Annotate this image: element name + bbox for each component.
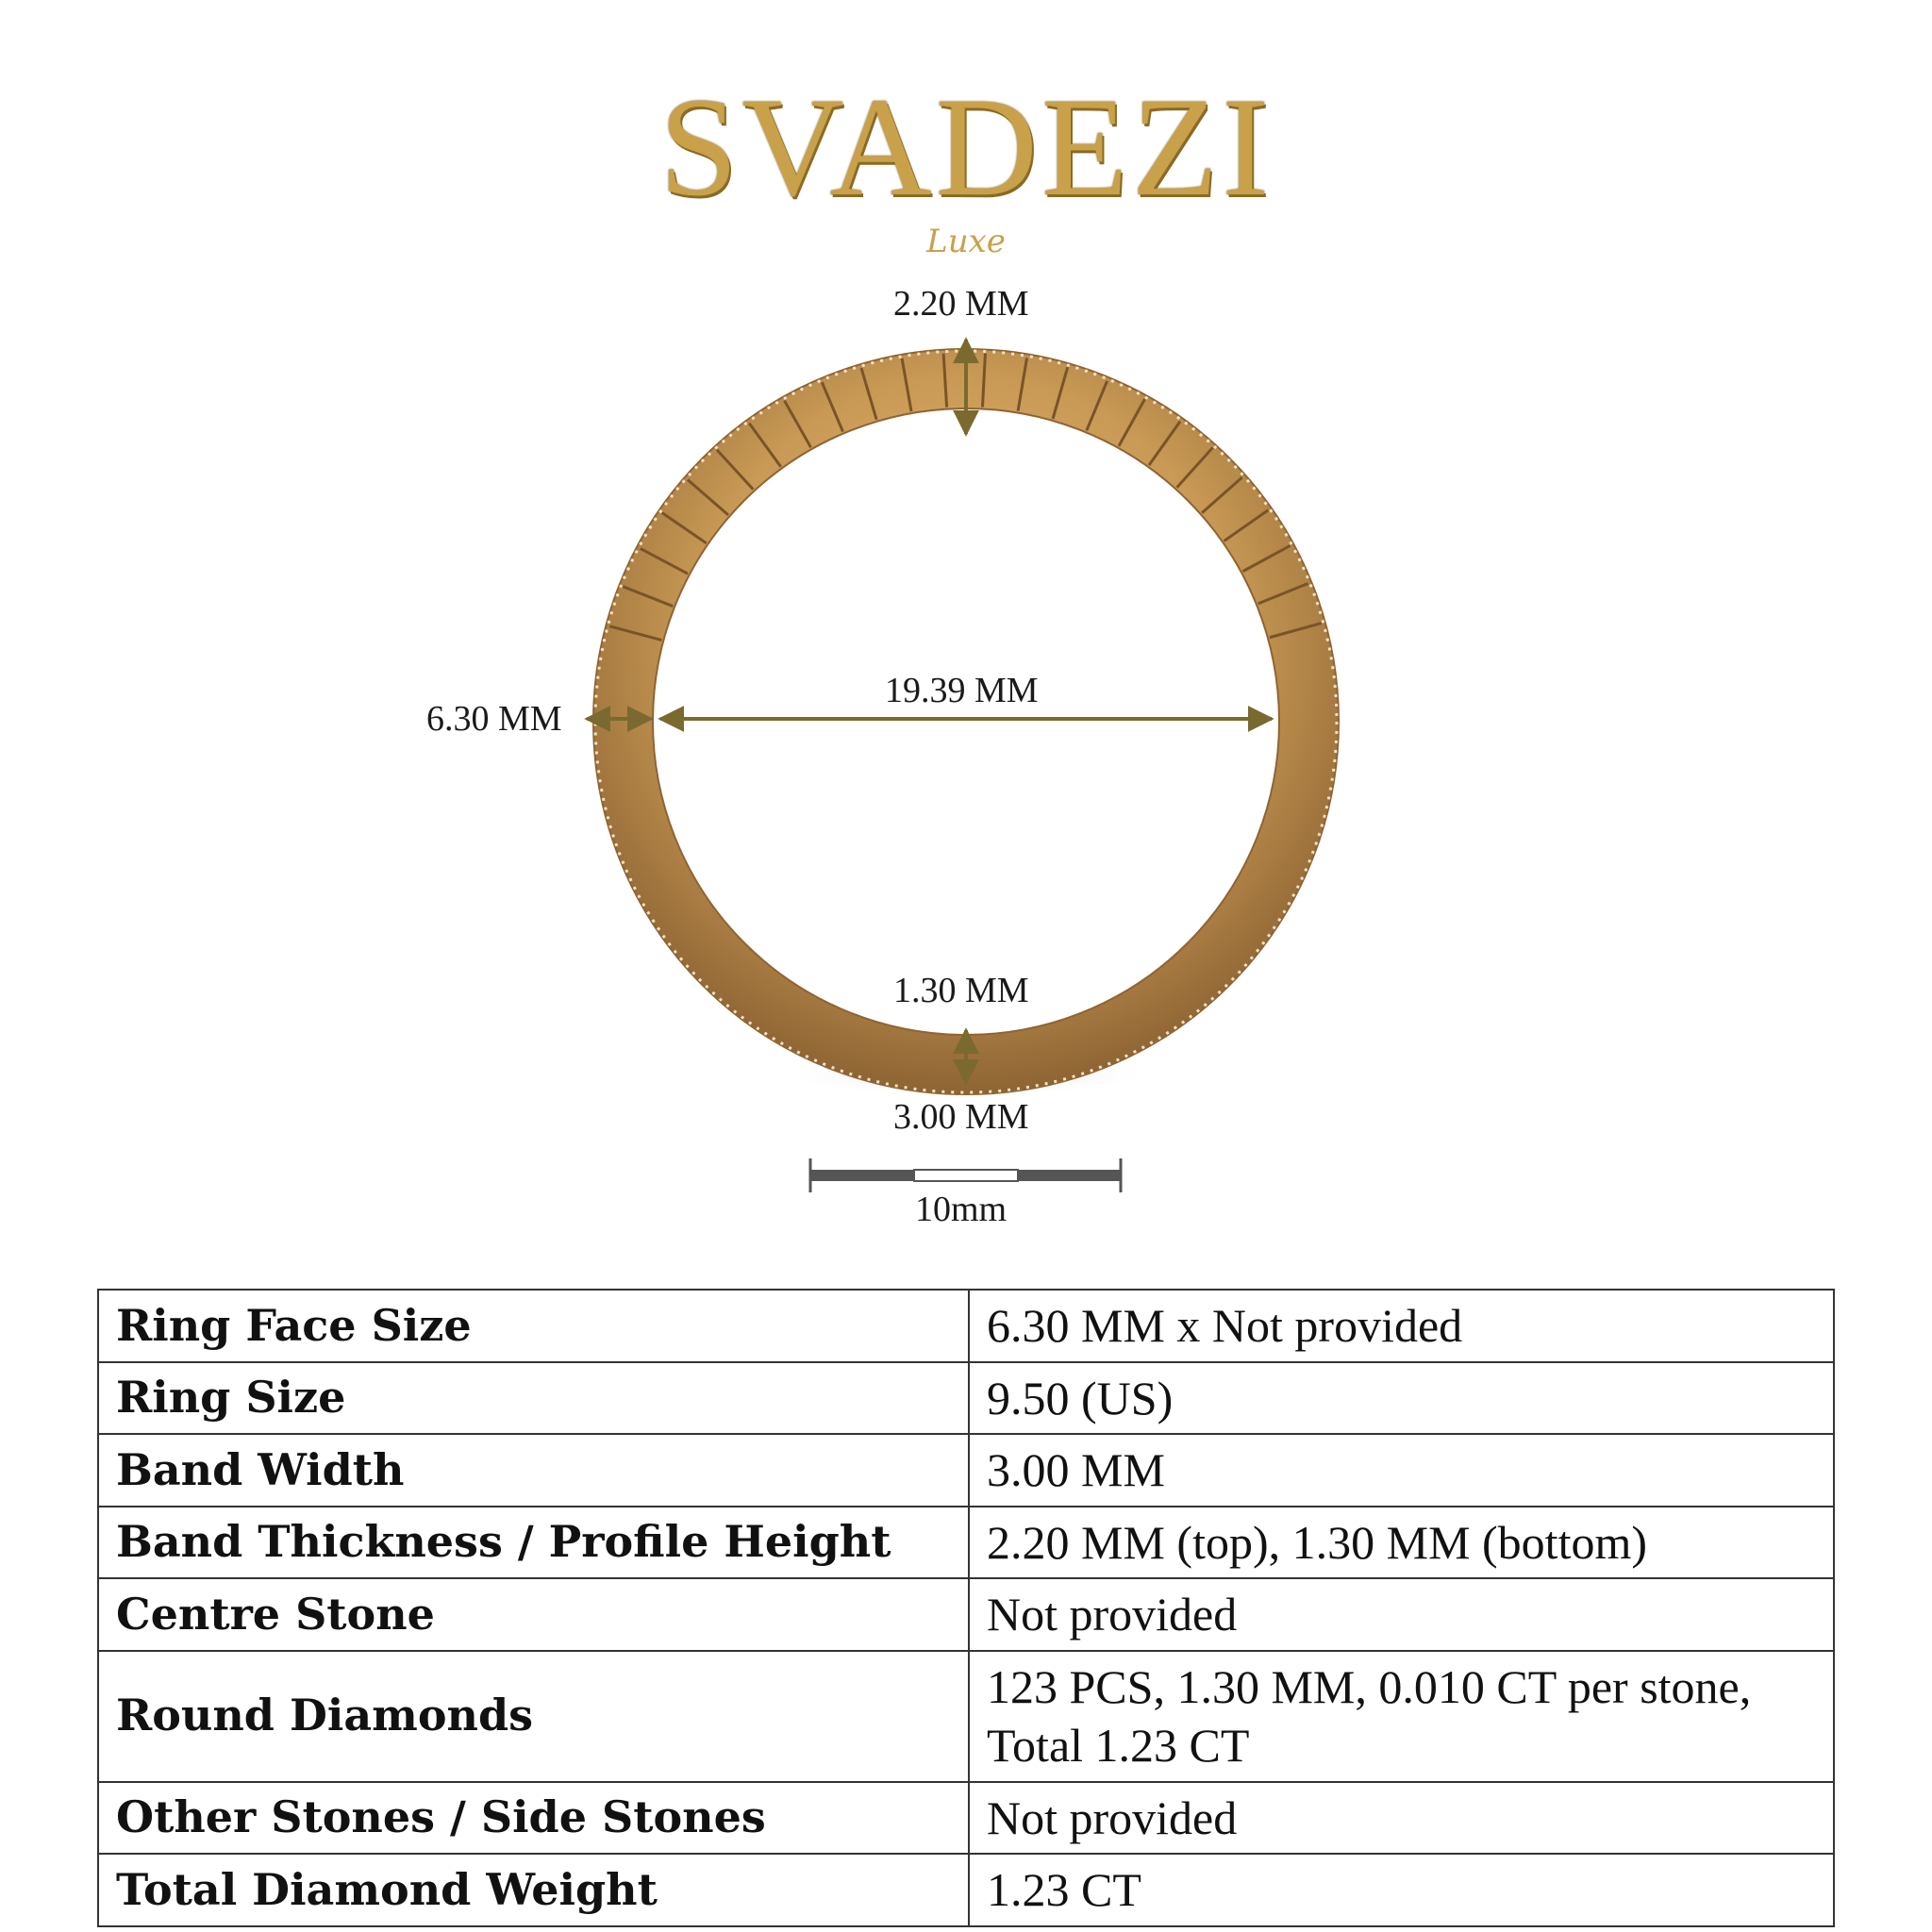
- brand-logo: [0, 38, 1932, 260]
- face-size-label: 6.30 MM: [426, 699, 562, 739]
- spec-label: Ring Face Size: [98, 1290, 969, 1362]
- spec-value: [969, 1578, 1834, 1651]
- spec-row: [98, 1362, 1834, 1435]
- spec-value-line: 1.23 CT: [987, 1863, 1141, 1916]
- spec-value: [969, 1434, 1834, 1507]
- spec-row: [98, 1290, 1834, 1362]
- spec-label: Other Stones / Side Stones: [98, 1782, 969, 1855]
- spec-value: [969, 1290, 1834, 1362]
- spec-value-line: 123 PCS, 1.30 MM, 0.010 CT per stone,: [987, 1659, 1752, 1713]
- spec-label: Centre Stone: [98, 1578, 969, 1651]
- spec-value: [969, 1507, 1834, 1579]
- spec-label: Band Width: [98, 1434, 969, 1507]
- spec-row: [98, 1578, 1834, 1651]
- top-thickness-label: 2.20 MM: [893, 284, 1029, 324]
- scale-bar: [810, 1158, 1121, 1192]
- scale-label: 10mm: [915, 1190, 1008, 1229]
- spec-value-line: Not provided: [987, 1588, 1238, 1641]
- spec-row: [98, 1507, 1834, 1579]
- ring-diagram: [0, 245, 1932, 1245]
- spec-value-line: Not provided: [987, 1790, 1238, 1844]
- spec-value: [969, 1651, 1834, 1782]
- brand-name: SVADEZI: [658, 69, 1274, 225]
- spec-value: [969, 1362, 1834, 1435]
- spec-label: Band Thickness / Profile Height: [98, 1507, 969, 1579]
- spec-row: [98, 1854, 1834, 1926]
- brand-subtitle: Luxe: [926, 223, 1006, 260]
- spec-row: [98, 1782, 1834, 1855]
- spec-value-line: 3.00 MM: [987, 1443, 1165, 1496]
- bottom-thickness-label: 1.30 MM: [893, 971, 1029, 1010]
- specs-table: [97, 1289, 1835, 1927]
- spec-value: [969, 1854, 1834, 1926]
- spec-label: Round Diamonds: [98, 1651, 969, 1782]
- spec-value-line: 2.20 MM (top), 1.30 MM (bottom): [987, 1515, 1647, 1569]
- spec-value: [969, 1782, 1834, 1855]
- band-width-label: 3.00 MM: [893, 1097, 1029, 1137]
- spec-label: Total Diamond Weight: [98, 1854, 969, 1926]
- spec-row: [98, 1434, 1834, 1507]
- spec-label: Ring Size: [98, 1362, 969, 1435]
- spec-value-line: 6.30 MM x Not provided: [987, 1299, 1463, 1352]
- spec-value-line: 9.50 (US): [987, 1371, 1174, 1424]
- spec-row: [98, 1651, 1834, 1782]
- inner-diameter-label: 19.39 MM: [885, 671, 1039, 710]
- spec-value-line: Total 1.23 CT: [987, 1719, 1250, 1772]
